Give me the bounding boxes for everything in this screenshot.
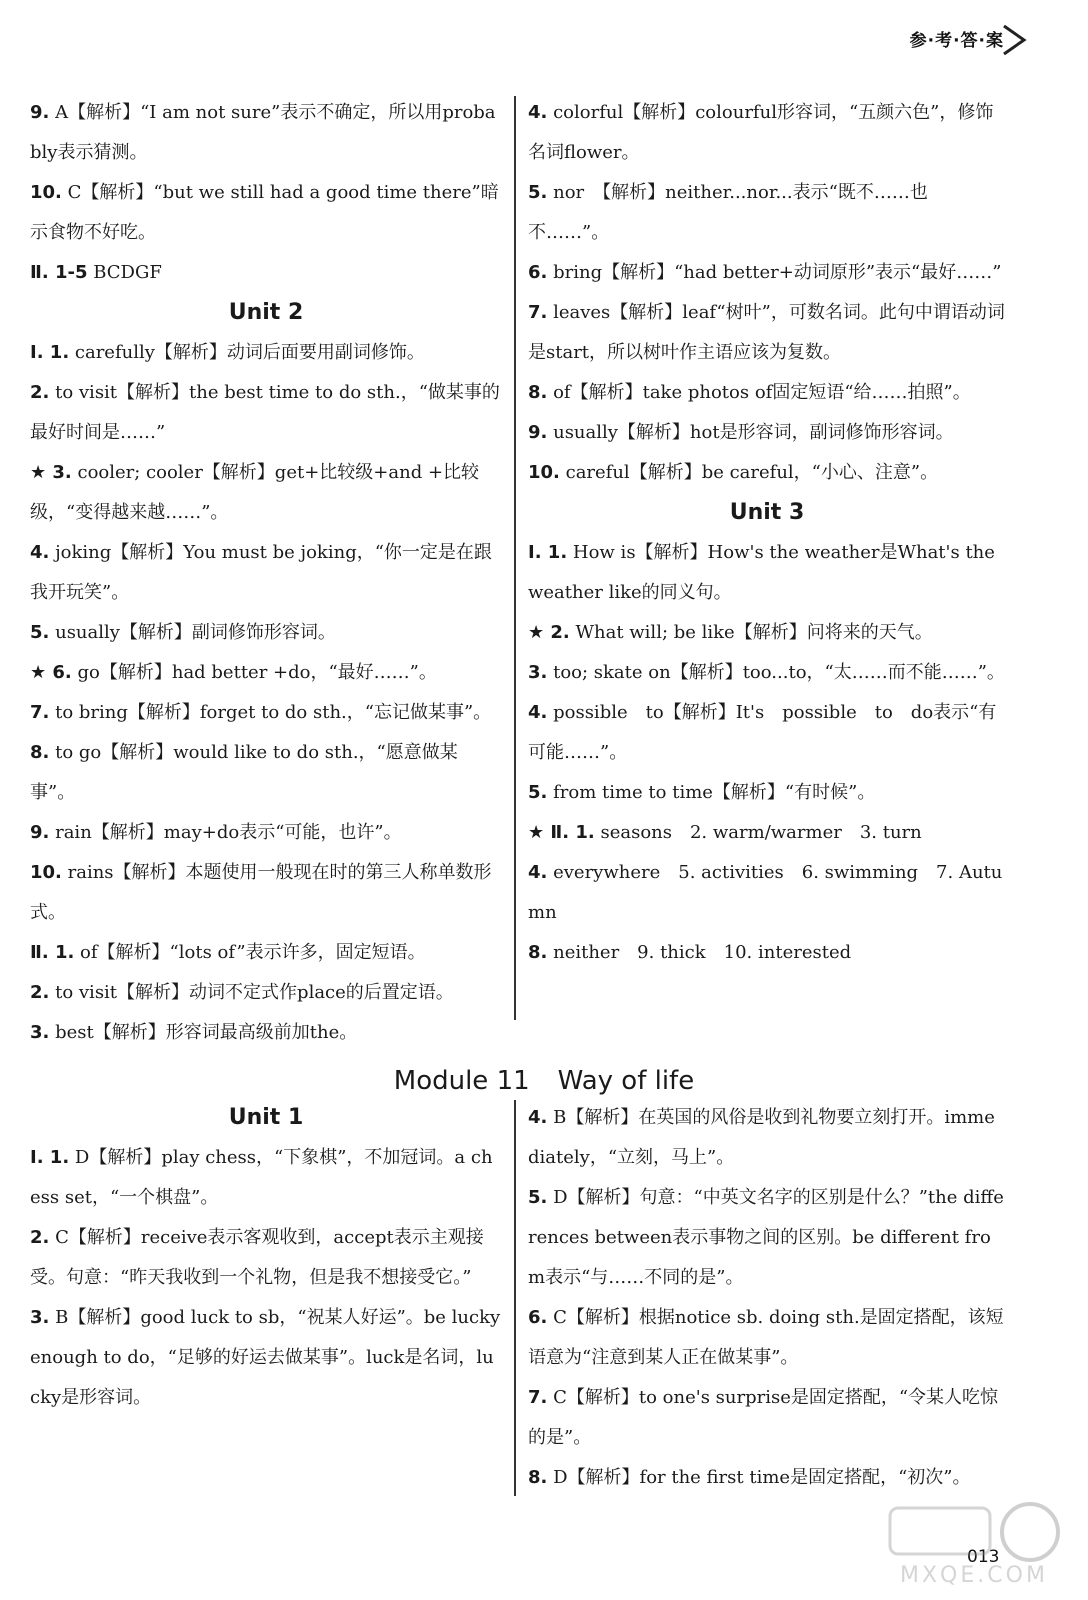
- item-number: Ⅰ. 1.: [30, 342, 70, 363]
- item-text: to visit【解析】the best time to do sth.，“做某事的最好时间是……”: [30, 382, 500, 443]
- answer-item: [528, 293, 1006, 373]
- item-text: usually【解析】hot是形容词，副词修饰形容词。: [547, 422, 954, 443]
- item-number: 8.: [528, 942, 548, 963]
- item-text: to bring【解析】forget to do sth.，“忘记做某事”。: [49, 702, 492, 723]
- item-text: rain【解析】may+do表示“可能，也许”。: [49, 822, 402, 843]
- chevron-right-icon: [998, 20, 1038, 60]
- answer-item: [30, 253, 502, 293]
- item-text: leaves【解析】leaf“树叶”，可数名词。此句中谓语动词是start，所以树叶作主语应该为复数。: [528, 302, 1005, 363]
- item-number: ★ Ⅱ. 1.: [528, 822, 595, 843]
- answer-item: [528, 1378, 1006, 1458]
- answer-item: [528, 613, 1006, 653]
- item-number: Ⅱ. 1.: [30, 942, 75, 963]
- item-number: 9.: [30, 822, 50, 843]
- item-number: 4.: [528, 702, 548, 723]
- answer-item: [30, 1138, 502, 1218]
- item-text: to go【解析】would like to do sth.，“愿意做某事”。: [30, 742, 458, 803]
- item-text: A【解析】“I am not sure”表示不确定，所以用probably表示猜测。: [30, 102, 496, 163]
- answer-item: [30, 1298, 502, 1418]
- item-number: ★ 3.: [30, 462, 72, 483]
- item-number: 2.: [30, 982, 50, 1003]
- answer-item: [528, 1458, 1006, 1498]
- item-number: ★ 6.: [30, 662, 72, 683]
- unit-title: Unit 1: [228, 1105, 304, 1130]
- item-number: 6.: [528, 262, 548, 283]
- answer-item: [528, 933, 1006, 973]
- answer-item: [528, 173, 1006, 253]
- item-text: usually【解析】副词修饰形容词。: [49, 622, 336, 643]
- item-text: B【解析】good luck to sb，“祝某人好运”。be lucky enough to do，“足够的好运去做某事”。luck是名词，lucky是形容词。: [30, 1307, 501, 1408]
- item-number: 4.: [528, 102, 548, 123]
- item-text: How is【解析】How's the weather是What's the weather like的同义句。: [528, 542, 995, 603]
- item-text: nor 【解析】neither...nor...表示“既不……也不……”。: [528, 182, 928, 243]
- answer-item: [528, 373, 1006, 413]
- item-number: 2.: [30, 382, 50, 403]
- item-text: of【解析】“lots of”表示许多，固定短语。: [74, 942, 426, 963]
- item-text: rains【解析】本题使用一般现在时的第三人称单数形式。: [30, 862, 492, 923]
- answer-item: [528, 693, 1006, 773]
- unit-title: Unit 3: [729, 500, 805, 525]
- answer-item: [30, 693, 502, 733]
- answer-item: [30, 973, 502, 1013]
- item-text: carefully【解析】动词后面要用副词修饰。: [69, 342, 425, 363]
- answer-item: [528, 653, 1006, 693]
- item-number: Ⅱ. 1-5: [30, 262, 88, 283]
- item-text: everywhere 5. activities 6. swimming 7. Autumn: [528, 862, 1003, 923]
- item-text: What will; be like【解析】问将来的天气。: [569, 622, 933, 643]
- item-number: 9.: [528, 422, 548, 443]
- answer-item: [30, 813, 502, 853]
- item-number: 7.: [30, 702, 50, 723]
- watermark-logo: [880, 1496, 1070, 1592]
- answer-item: [528, 1098, 1006, 1178]
- item-number: 5.: [528, 182, 548, 203]
- header-badge: 参·考·答·案: [909, 31, 1004, 51]
- item-number: 2.: [30, 1227, 50, 1248]
- item-text: best【解析】形容词最高级前加the。: [49, 1022, 358, 1043]
- item-text: seasons 2. warm/warmer 3. turn: [594, 822, 922, 843]
- answer-item: [30, 373, 502, 453]
- module-title: [0, 1066, 1088, 1096]
- column-bottom-right: [528, 1098, 1006, 1498]
- item-number: 10.: [30, 182, 62, 203]
- item-text: colorful【解析】colourful形容词，“五颜六色”，修饰名词flower。: [528, 102, 994, 163]
- item-number: 10.: [30, 862, 62, 883]
- item-number: 7.: [528, 302, 548, 323]
- item-text: bring【解析】“had better+动词原形”表示“最好……”: [547, 262, 1002, 283]
- answer-item: [528, 813, 1006, 853]
- answer-item: [30, 173, 502, 253]
- column-divider: [514, 96, 516, 1020]
- item-number: 4.: [528, 862, 548, 883]
- item-number: 8.: [528, 382, 548, 403]
- item-text: cooler; cooler【解析】get+比较级+and +比较级，“变得越来越……”。: [30, 462, 480, 523]
- item-text: possible to【解析】It's possible to do表示“有可能……”。: [528, 702, 997, 763]
- answer-item: [30, 653, 502, 693]
- item-text: from time to time【解析】“有时候”。: [547, 782, 876, 803]
- answer-item: [528, 453, 1006, 493]
- item-text: C【解析】receive表示客观收到，accept表示主观接受。句意：“昨天我收到一个礼物，但是我不想接受它。”: [30, 1227, 484, 1288]
- item-text: C【解析】“but we still had a good time there”暗示食物不好吃。: [30, 182, 499, 243]
- item-number: Ⅰ. 1.: [528, 542, 568, 563]
- item-text: D【解析】句意：“中英文名字的区别是什么？”the differences between表示事物之间的区别。be different from表示“与……不同的是”。: [528, 1187, 1004, 1288]
- item-text: C【解析】根据notice sb. doing sth.是固定搭配，该短语意为“注意到某人正在做某事”。: [528, 1307, 1004, 1368]
- column-top-right: [528, 93, 1006, 973]
- item-number: ★ 2.: [528, 622, 570, 643]
- watermark-text: MXQE.COM: [900, 1563, 1048, 1588]
- item-number: 5.: [528, 1187, 548, 1208]
- item-text: BCDGF: [87, 262, 162, 283]
- answer-item: [30, 853, 502, 933]
- answer-item: [528, 93, 1006, 173]
- item-number: 8.: [528, 1467, 548, 1488]
- item-number: Ⅰ. 1.: [30, 1147, 70, 1168]
- answer-item: [528, 1178, 1006, 1298]
- module-name: Way of life: [557, 1065, 695, 1096]
- item-text: to visit【解析】动词不定式作place的后置定语。: [49, 982, 454, 1003]
- item-number: 10.: [528, 462, 560, 483]
- column-top-left: [30, 93, 502, 1053]
- item-number: 4.: [30, 542, 50, 563]
- item-number: 3.: [30, 1307, 50, 1328]
- answer-item: [30, 733, 502, 813]
- unit-title: Unit 2: [228, 300, 304, 325]
- item-text: too; skate on【解析】too...to，“太……而不能……”。: [547, 662, 1005, 683]
- answer-item: [528, 253, 1006, 293]
- item-number: 5.: [30, 622, 50, 643]
- item-number: 8.: [30, 742, 50, 763]
- answer-item: [30, 1218, 502, 1298]
- column-bottom-left: [30, 1098, 502, 1418]
- answer-item: [30, 933, 502, 973]
- answer-item: [528, 533, 1006, 613]
- column-divider: [514, 1100, 516, 1496]
- item-number: 5.: [528, 782, 548, 803]
- page-number: 013: [967, 1547, 1000, 1567]
- answer-item: [30, 1013, 502, 1053]
- item-text: careful【解析】be careful，“小心、注意”。: [559, 462, 939, 483]
- answer-item: [528, 1298, 1006, 1378]
- item-number: 7.: [528, 1387, 548, 1408]
- answer-item: [30, 333, 502, 373]
- answer-item: [528, 773, 1006, 813]
- item-number: 4.: [528, 1107, 548, 1128]
- answer-item: [30, 613, 502, 653]
- answer-item: [528, 853, 1006, 933]
- answer-item: [30, 93, 502, 173]
- item-number: 6.: [528, 1307, 548, 1328]
- item-text: C【解析】to one's surprise是固定搭配，“令某人吃惊的是”。: [528, 1387, 999, 1448]
- item-text: D【解析】for the first time是固定搭配，“初次”。: [547, 1467, 971, 1488]
- item-text: neither 9. thick 10. interested: [547, 942, 852, 963]
- item-text: D【解析】play chess，“下象棋”，不加冠词。a chess set，“一个棋盘”。: [30, 1147, 493, 1208]
- item-text: go【解析】had better +do，“最好……”。: [71, 662, 437, 683]
- item-text: joking【解析】You must be joking，“你一定是在跟我开玩笑”。: [30, 542, 492, 603]
- item-number: 3.: [30, 1022, 50, 1043]
- answer-item: [528, 413, 1006, 453]
- answer-item: [30, 453, 502, 533]
- item-text: of【解析】take photos of固定短语“给……拍照”。: [547, 382, 971, 403]
- item-number: 9.: [30, 102, 50, 123]
- module-code: Module 11: [393, 1065, 530, 1096]
- item-text: B【解析】在英国的风俗是收到礼物要立刻打开。immediately，“立刻，马上”。: [528, 1107, 995, 1168]
- item-number: 3.: [528, 662, 548, 683]
- answer-item: [30, 533, 502, 613]
